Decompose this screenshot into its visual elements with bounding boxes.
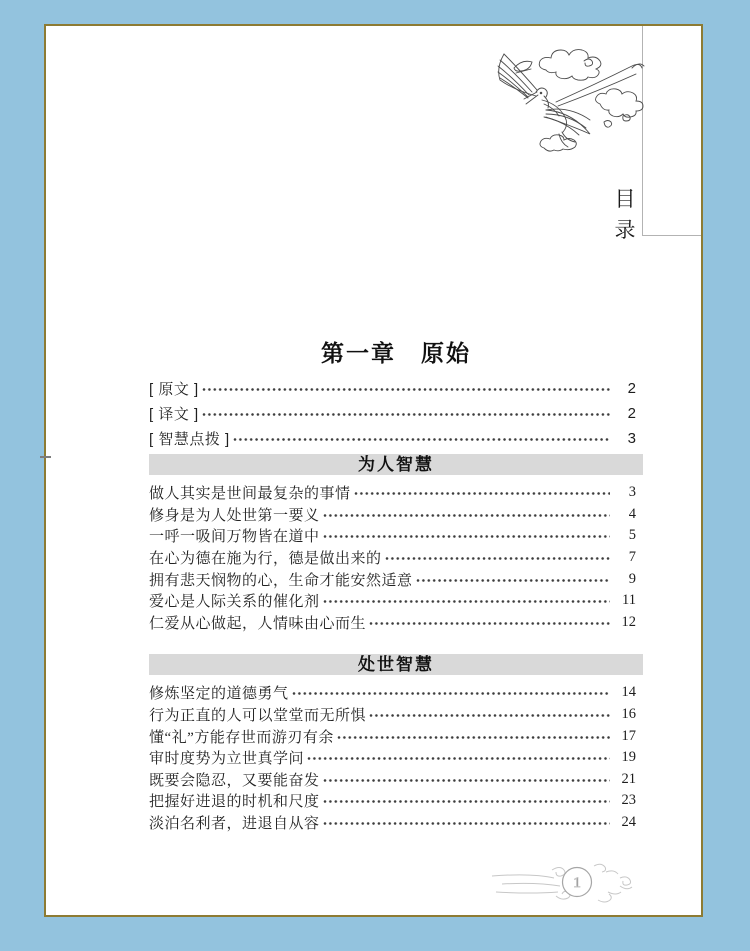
margin-tick-mark — [40, 456, 51, 458]
dot-leader — [385, 556, 610, 561]
dot-leader — [307, 756, 610, 761]
toc-entry-page: 5 — [628, 527, 636, 544]
dot-leader — [323, 778, 610, 783]
dot-leader — [292, 691, 610, 696]
dot-leader — [354, 491, 610, 496]
toc-entry-title: 一呼一吸间万物皆在道中 — [149, 529, 320, 546]
toc-entry-title: 做人其实是世间最复杂的事情 — [149, 486, 351, 503]
toc-row — [149, 525, 643, 547]
dot-leader — [202, 387, 610, 392]
toc-entry-page: 9 — [628, 570, 636, 587]
toc-entry-title: [ 译文 ] — [149, 406, 199, 423]
toc-entry-page: 16 — [621, 706, 636, 723]
toc-entry-title: 拥有悲天悯物的心，生命才能安然适意 — [149, 572, 413, 589]
toc-entry-page: 17 — [621, 727, 636, 744]
toc-entry-page: 24 — [621, 814, 636, 831]
toc-entry-title: 既要会隐忍，又要能奋发 — [149, 772, 320, 789]
toc-entry-page: 12 — [621, 613, 636, 630]
toc-row — [149, 682, 643, 704]
toc-entry-title: 审时度势为立世真学问 — [149, 751, 305, 768]
dot-leader — [323, 599, 610, 604]
book-page — [44, 24, 703, 917]
toc-vertical-title: 目录 — [614, 188, 636, 242]
dot-leader — [323, 799, 610, 804]
toc-entry-title: [ 原文 ] — [149, 381, 199, 398]
toc-entry-page: 7 — [628, 549, 636, 566]
footer-page-number-ornament — [486, 858, 686, 908]
toc-entry-title: 修身是为人处世第一要义 — [149, 507, 320, 524]
toc-row — [149, 482, 643, 504]
toc-entry-page: 2 — [627, 380, 636, 397]
dot-leader — [202, 412, 610, 417]
toc-entry-page: 23 — [621, 792, 636, 809]
toc-content — [149, 338, 643, 833]
toc-entry-title: 爱心是人际关系的催化剂 — [149, 594, 320, 611]
toc-row — [149, 547, 643, 569]
section-heading: 处世智慧 — [149, 654, 643, 675]
toc-sections — [149, 454, 643, 833]
toc-row — [149, 568, 643, 590]
toc-entry-page: 3 — [627, 430, 636, 447]
dot-leader — [337, 735, 610, 740]
toc-row — [149, 401, 643, 426]
toc-entry-title: 把握好进退的时机和尺度 — [149, 794, 320, 811]
toc-entry-page: 2 — [627, 405, 636, 422]
toc-row — [149, 704, 643, 726]
toc-entry-page: 3 — [628, 484, 636, 501]
toc-row — [149, 590, 643, 612]
toc-entry-page: 19 — [621, 749, 636, 766]
toc-entry-title: 修炼坚定的道德勇气 — [149, 686, 289, 703]
toc-row — [149, 612, 643, 634]
toc-row — [149, 790, 643, 812]
page-number: 1 — [573, 875, 581, 891]
dot-leader — [323, 513, 610, 518]
toc-row — [149, 504, 643, 526]
dot-leader — [233, 437, 610, 442]
chapter-title: 第一章 原始 — [321, 340, 471, 366]
dot-leader — [416, 578, 610, 583]
dot-leader — [369, 621, 610, 626]
toc-row — [149, 812, 643, 834]
meta-rows — [149, 376, 643, 451]
dot-leader — [369, 713, 610, 718]
toc-entry-title: 淡泊名利者，进退自从容 — [149, 816, 320, 833]
toc-row — [149, 747, 643, 769]
toc-row — [149, 769, 643, 791]
toc-entry-title: [ 智慧点拨 ] — [149, 431, 230, 448]
toc-entry-page: 14 — [621, 684, 636, 701]
toc-entry-page: 4 — [628, 505, 636, 522]
dot-leader — [323, 534, 610, 539]
section-heading: 为人智慧 — [149, 454, 643, 475]
toc-entry-title: 在心为德在施为行，德是做出来的 — [149, 551, 382, 568]
toc-row — [149, 426, 643, 451]
dot-leader — [323, 821, 610, 826]
toc-row — [149, 725, 643, 747]
phoenix-cloud-illustration-icon — [484, 44, 654, 164]
toc-entry-title: 懂“礼”方能存世而游刃有余 — [149, 729, 334, 746]
toc-entry-page: 11 — [622, 592, 636, 609]
toc-entry-title: 仁爱从心做起，人情味由心而生 — [149, 615, 367, 632]
toc-entry-page: 21 — [621, 770, 636, 787]
toc-row — [149, 376, 643, 401]
toc-entry-title: 行为正直的人可以堂堂而无所惧 — [149, 708, 367, 725]
